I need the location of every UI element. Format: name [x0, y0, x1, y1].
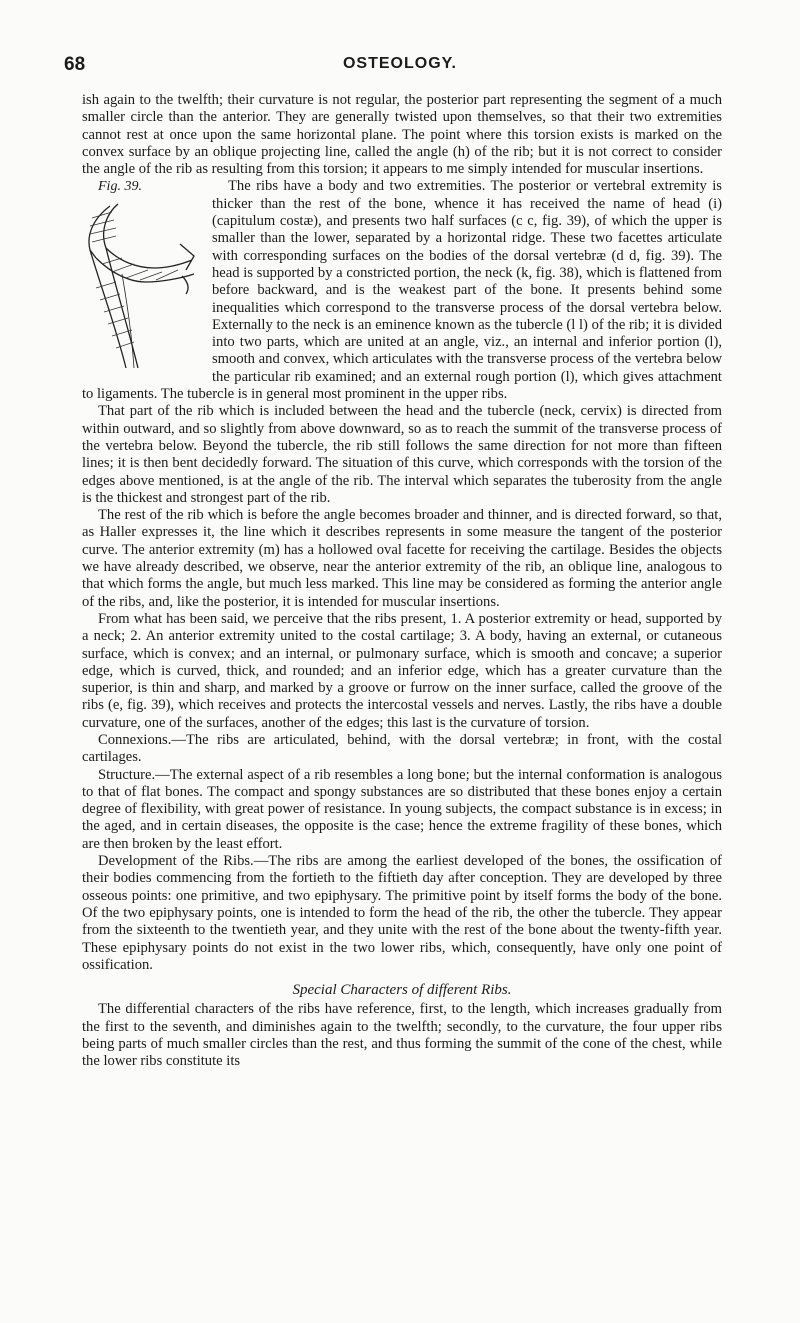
body-text [82, 92, 722, 1071]
rib-illustration [82, 178, 200, 374]
page-number: 68 [64, 54, 86, 75]
paragraph: Development of the Ribs.—The ribs are among the earliest developed of the bones, the ossification of their bodies commencing from the fortieth to the fiftieth day after conception. They are developed by three osseous points: one primitive, and two epiphysary. The primitive point by itself forms the body of the bone. Of the two epiphysary points, one is intended to form the head of the rib, the other the tubercle. They appear from the sixteenth to the twentieth year, and they unite with the rest of the bone about the twenty-fifth year. These epiphysary points do not exist in the two lower ribs, which, consequently, have only one point of ossification. [82, 853, 722, 973]
paragraph: That part of the rib which is included between the head and the tubercle (neck, cervix) is directed from within outward, and so slightly from above downward, so as to reach the summit of the transverse process of the vertebra below. Beyond the tubercle, the rib still follows the same direction for not more than fifteen lines; it is then bent decidedly forward. The situation of this curve, which corresponds with the torsion of the edges above mentioned, is at the angle of the rib. The interval which separates the tuberosity from the angle is the thickest and strongest part of the rib. [82, 403, 722, 506]
paragraph: Connexions.—The ribs are articulated, behind, with the dorsal vertebræ; in front, with the costal cartilages. [82, 731, 722, 766]
paragraph: The ribs have a body and two extremities. The posterior or vertebral extremity is thicker than the rest of the bone, whence it has received the name of head (i) (capitulum costæ), and presents two half surfaces (c c, fig. 39), of which the upper is smaller than the lower, separated by a horizontal ridge. These two facettes articulate with corresponding surfaces on the bodies of the dorsal vertebræ (d d, fig. 39). The head is supported by a constricted portion, the neck (k, fig. 38), which is flattened from before backward, and is the weakest part of the bone. It presents behind some inequalities which correspond to the transverse process of the dorsal vertebra below. Externally to the neck is an eminence known as the tubercle (l l) of the rib; it is divided into two parts, which are united at an angle, viz., an internal and inferior portion (l), smooth and convex, which articulates with the transverse process of the vertebra below the particular rib examined; and an external rough portion (l), which gives attachment to ligaments. The tubercle is in general most prominent in the upper ribs. [82, 178, 722, 403]
paragraph: Structure.—The external aspect of a rib resembles a long bone; but the internal conformation is analogous to that of flat bones. The compact and spongy substances are so distributed that these bones enjoy a certain degree of flexibility, with great power of resistance. In young subjects, the compact substance is in excess; in the aged, and in certain diseases, the opposite is the case; hence the extreme fragility of these bones, which are then broken by the least effort. [82, 766, 722, 852]
paragraph: From what has been said, we perceive that the ribs present, 1. A posterior extremity or head, supported by a neck; 2. An anterior extremity united to the costal cartilage; 3. A body, having an external, or cutaneous surface, which is convex; and an internal, or pulmonary surface, which is smooth and concave; a superior edge, which is curved, thick, and rounded; and an inferior edge, which has a greater curvature than the superior, is thin and sharp, and marked by a groove or furrow on the inner surface, called the groove of the ribs (e, fig. 39), which receives and protects the intercostal vessels and nerves. Lastly, the ribs have a double curvature, one of the surfaces, another of the edges; this last is the curvature of torsion. [82, 610, 722, 731]
section-heading: Special Characters of different Ribs. [292, 982, 512, 999]
paragraph: The rest of the rib which is before the angle becomes broader and thinner, and is directed forward, so that, as Haller expresses it, the line which it describes represents in some measure the tangent of the posterior curve. The anterior extremity (m) has a hollowed oval facette for receiving the cartilage. Besides the objects we have already described, we observe, near the anterior extremity of the rib, an oblique line, analogous to that which forms the angle, but much less marked. This line may be considered as forming the anterior angle of the ribs, and, like the posterior, it is intended for muscular insertions. [82, 507, 722, 610]
paragraph: ish again to the twelfth; their curvature is not regular, the posterior part representing the segment of a much smaller circle than the anterior. They are generally twisted upon themselves, so that their two extremities cannot rest at once upon the same horizontal plane. The point where this torsion exists is marked on the convex surface by an oblique projecting line, called the angle (h) of the rib; but it is not correct to consider the angle of the rib as resulting from this torsion; it appears to me simply intended for muscular insertions. [82, 92, 722, 178]
running-title: OSTEOLOGY. [342, 55, 457, 72]
figure-label: Fig. 39. [98, 179, 142, 195]
page-header [64, 54, 736, 78]
paragraph: The differential characters of the ribs have reference, first, to the length, which increases gradually from the first to the seventh, and diminishes again to the twelfth; secondly, to the curvature, the four upper ribs being parts of much smaller circles than the rest, and thus forming the summit of the cone of the chest, while the lower ribs constitute its [82, 1001, 722, 1070]
rib-figure [82, 178, 200, 374]
